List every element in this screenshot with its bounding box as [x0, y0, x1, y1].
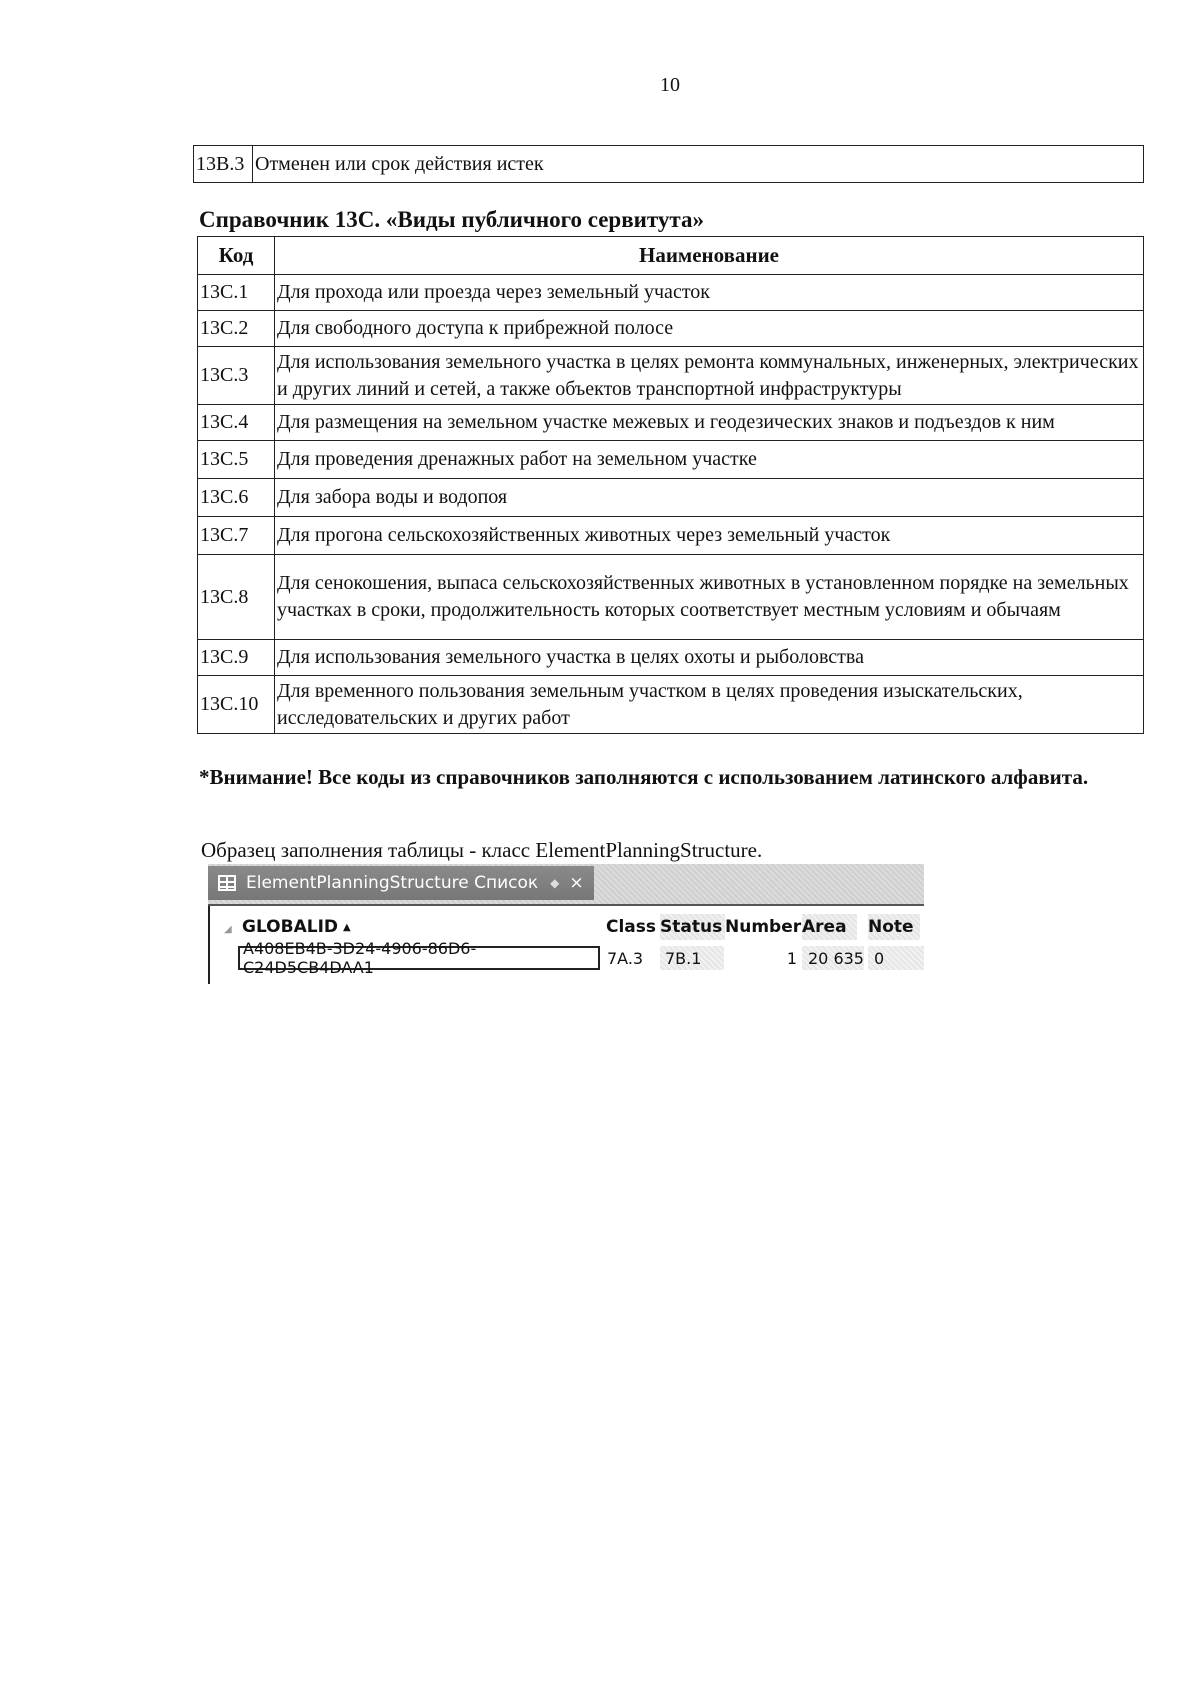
column-header-area[interactable] — [802, 914, 857, 940]
name-cell: Для сенокошения, выпаса сельскохозяйственных животных в установленном порядке на земельных участках в сроки, продолжительность которых соответствует местным условиям и обычаям — [275, 555, 1144, 640]
table-row — [198, 405, 1144, 441]
table-row — [198, 517, 1144, 555]
column-header-label: Class — [606, 917, 657, 937]
name-cell: Отменен или срок действия истек — [253, 146, 1144, 183]
section-title: Справочник 13С. «Виды публичного сервитута» — [199, 207, 704, 232]
table-row — [198, 441, 1144, 479]
column-header-globalid[interactable] — [242, 914, 592, 940]
code-cell: 13С.7 — [198, 517, 275, 555]
cell-status[interactable]: 7B.1 — [660, 946, 724, 970]
column-header-label: Number — [725, 917, 802, 937]
table-row — [194, 146, 1144, 183]
column-header-label: Area — [802, 917, 847, 937]
tab-bar — [208, 864, 924, 904]
table-row — [198, 275, 1144, 311]
grid-corner-icon: ◢ — [224, 924, 232, 935]
table-row — [198, 347, 1144, 405]
close-icon[interactable]: × — [569, 873, 584, 893]
cell-note[interactable]: 0 — [868, 946, 924, 970]
column-header-status[interactable] — [660, 914, 725, 940]
tab-element-planning-structure[interactable] — [208, 866, 594, 900]
tab-title: ElementPlanningStructure Список — [246, 873, 539, 893]
name-cell: Для забора воды и водопоя — [275, 479, 1144, 517]
table-grid-icon — [218, 875, 236, 891]
code-cell: 13С.5 — [198, 441, 275, 479]
code-cell: 13B.3 — [194, 146, 253, 183]
table-row — [198, 479, 1144, 517]
code-cell: 13С.4 — [198, 405, 275, 441]
cell-number[interactable]: 1 — [786, 948, 797, 968]
column-header-class[interactable] — [606, 914, 656, 940]
column-header-label: Status — [660, 917, 723, 937]
name-cell: Для использования земельного участка в целях ремонта коммунальных, инженерных, электрических и других линий и сетей, а также объектов транспортной инфраструктуры — [275, 347, 1144, 405]
header-code: Код — [198, 237, 275, 275]
pin-icon[interactable]: ◆ — [550, 876, 560, 890]
grid-border — [208, 906, 210, 984]
code-cell: 13С.10 — [198, 676, 275, 734]
column-header-note[interactable] — [868, 914, 920, 940]
name-cell: Для прохода или проезда через земельный участок — [275, 275, 1144, 311]
table-header-row — [198, 237, 1144, 275]
previous-table — [193, 145, 1144, 183]
cell-area[interactable]: 20 635 — [802, 946, 864, 970]
attribute-grid — [208, 904, 924, 984]
cell-class[interactable]: 7A.3 — [607, 948, 644, 968]
code-cell: 13С.9 — [198, 640, 275, 676]
code-cell: 13С.1 — [198, 275, 275, 311]
code-cell: 13С.3 — [198, 347, 275, 405]
table-row — [198, 311, 1144, 347]
column-header-label: Note — [868, 917, 914, 937]
table-row — [198, 555, 1144, 640]
name-cell: Для проведения дренажных работ на земельном участке — [275, 441, 1144, 479]
name-cell: Для размещения на земельном участке межевых и геодезических знаков и подъездов к ним — [275, 405, 1144, 441]
column-header-number[interactable] — [725, 914, 801, 940]
column-header-label: GLOBALID — [242, 917, 339, 937]
name-cell: Для временного пользования земельным участком в целях проведения изыскательских, исследовательских и других работ — [275, 676, 1144, 734]
header-name: Наименование — [275, 237, 1144, 275]
servitude-types-table — [197, 236, 1144, 734]
attribute-table-window — [208, 864, 924, 982]
latin-alphabet-warning: *Внимание! Все коды из справочников заполняются с использованием латинского алфавита. — [199, 765, 1089, 789]
code-cell: 13С.2 — [198, 311, 275, 347]
sort-ascending-icon: ▲ — [343, 921, 351, 933]
sample-caption: Образец заполнения таблицы - класс ElementPlanningStructure. — [201, 838, 763, 862]
cell-globalid[interactable]: A408EB4B-3D24-4906-86D6-C24D5CB4DAA1 — [238, 946, 600, 970]
code-cell: 13С.8 — [198, 555, 275, 640]
name-cell: Для использования земельного участка в целях охоты и рыболовства — [275, 640, 1144, 676]
name-cell: Для прогона сельскохозяйственных животных через земельный участок — [275, 517, 1144, 555]
table-row — [198, 640, 1144, 676]
table-row — [198, 676, 1144, 734]
page-number: 10 — [660, 74, 680, 96]
name-cell: Для свободного доступа к прибрежной полосе — [275, 311, 1144, 347]
code-cell: 13С.6 — [198, 479, 275, 517]
